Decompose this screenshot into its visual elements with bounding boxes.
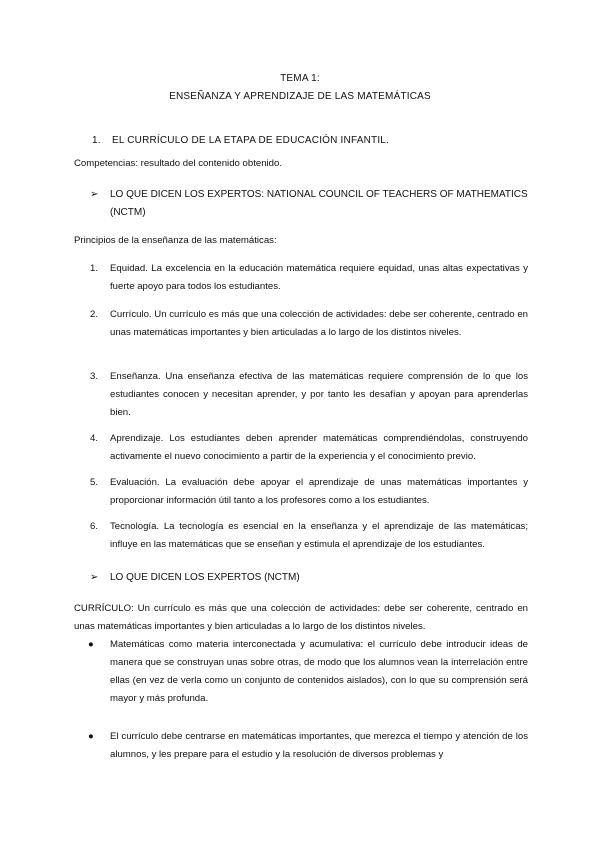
nctm-heading [90, 186, 530, 222]
principle-text: Equidad. La excelencia en la educación matemática requiere equidad, unas altas expectativas y fuerte apoyo para todos los estudiantes. [110, 263, 528, 292]
nctm-short-heading [90, 569, 530, 587]
topic-label: TEMA 1: [280, 73, 320, 84]
principle-item [90, 430, 528, 466]
nctm-heading-text: LO QUE DICEN LOS EXPERTOS: NATIONAL COUNCIL OF TEACHERS OF MATHEMATICS (NCTM) [110, 189, 528, 218]
list-number: 6. [90, 521, 99, 532]
principle-item [90, 368, 528, 422]
list-number: 1. [90, 263, 99, 274]
principle-text: Aprendizaje. Los estudiantes deben aprender matemáticas comprendiéndolas, construyendo activamente el nuevo conocimiento a partir de la experiencia y el conocimiento previo. [110, 433, 528, 462]
section-number: 1. [92, 135, 101, 146]
principle-item [90, 474, 528, 510]
list-number: 5. [90, 477, 99, 488]
principle-item [90, 306, 528, 342]
principles-intro: Principios de la enseñanza de las matemáticas: [74, 235, 277, 246]
page-title: ENSEÑANZA Y APRENDIZAJE DE LAS MATEMÁTICAS [169, 91, 431, 102]
principle-item [90, 518, 528, 554]
list-number: 3. [90, 371, 99, 382]
principle-text: Enseñanza. Una enseñanza efectiva de las matemáticas requiere comprensión de lo que los estudiantes conocen y necesitan aprender, y por tanto les desafían y apoyan para aprenderlas bien. [110, 371, 528, 418]
bullet-icon: ● [88, 639, 94, 650]
section-heading-1 [92, 135, 389, 146]
curriculo-paragraph: CURRÍCULO: Un currículo es más que una colección de actividades: debe ser coherente, centrado en unas matemáticas importantes y bien articuladas a lo largo de los distintos niveles. [74, 603, 528, 632]
principle-item [90, 260, 528, 296]
principle-text: Evaluación. La evaluación debe apoyar el aprendizaje de unas matemáticas importantes y proporcionar información útil tanto a los profesores como a los estudiantes. [110, 477, 528, 506]
bullet-item [88, 636, 528, 708]
competencias-line: Competencias: resultado del contenido obtenido. [74, 158, 283, 169]
nctm-short-heading-text: LO QUE DICEN LOS EXPERTOS (NCTM) [110, 572, 300, 583]
bullet-text: Matemáticas como materia interconectada y acumulativa: el currículo debe introducir ideas de manera que se construyan unas sobre otras, de modo que los alumnos vean la interrelación entre ellas (en vez de verla como un conjunto de contenidos aislados), con lo que su comprensión será mayor y más profunda. [110, 639, 528, 704]
principle-text: Tecnología. La tecnología es esencial en la enseñanza y el aprendizaje de las matemáticas; influye en las matemáticas que se enseñan y estimula el aprendizaje de los estudiantes. [110, 521, 528, 550]
section-title: EL CURRÍCULO DE LA ETAPA DE EDUCACIÓN INFANTIL. [111, 135, 390, 146]
bullet-icon: ● [88, 731, 94, 742]
list-number: 4. [90, 433, 99, 444]
bullet-text: El currículo debe centrarse en matemáticas importantes, que merezca el tiempo y atención de los alumnos, y les prepare para el estudio y la resolución de diversos problemas y [110, 731, 528, 760]
bullet-item [88, 728, 528, 764]
principle-text: Currículo. Un currículo es más que una colección de actividades: debe ser coherente, centrado en unas matemáticas importantes y bien articuladas a lo largo de los distintos niveles. [110, 309, 528, 338]
list-number: 2. [90, 309, 99, 320]
arrow-bullet-icon: ➢ [90, 572, 99, 583]
arrow-bullet-icon: ➢ [90, 189, 99, 200]
